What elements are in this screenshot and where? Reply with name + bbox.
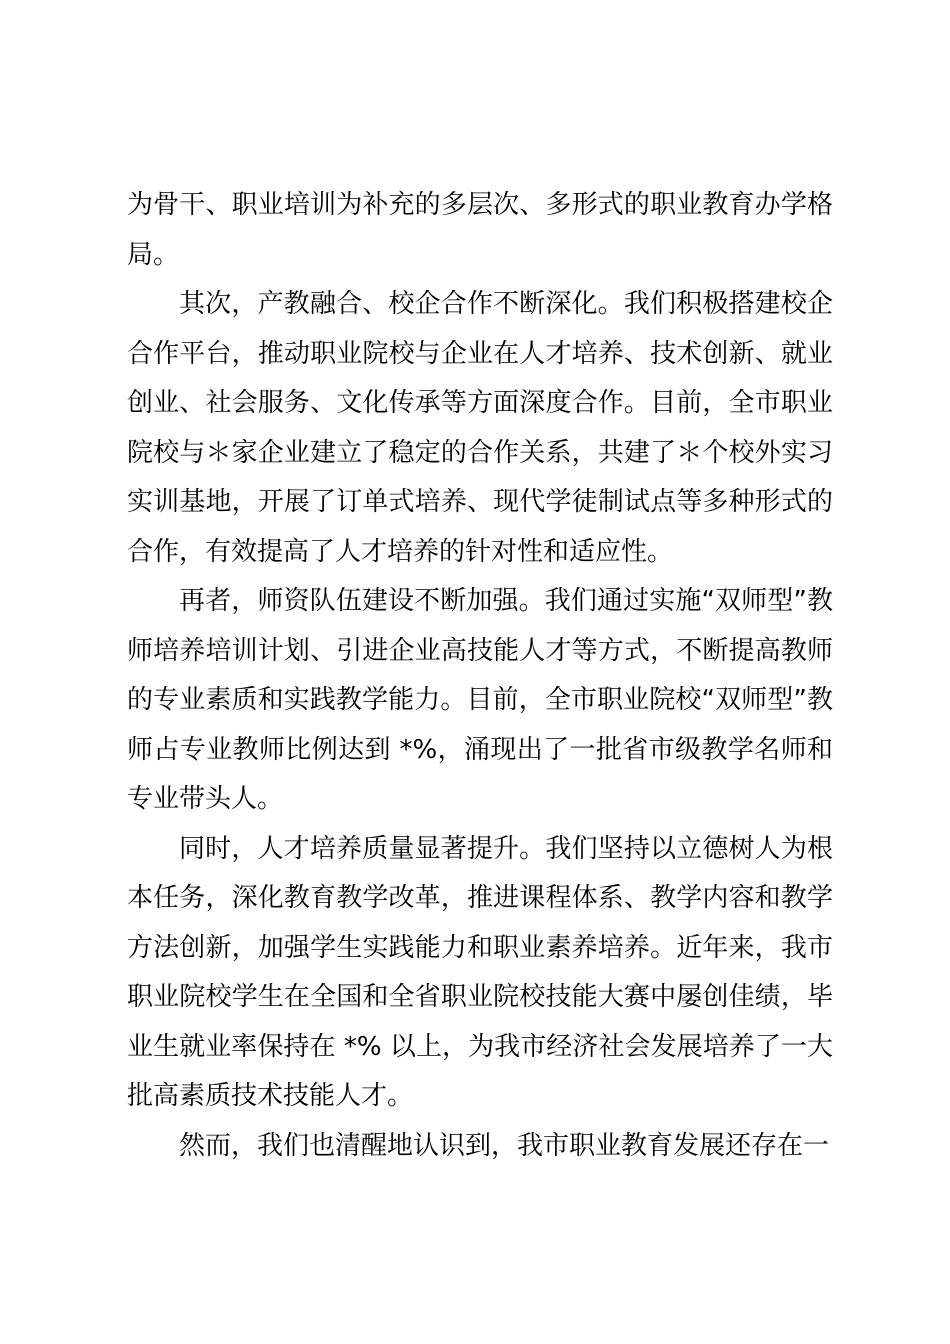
document-body: [127, 181, 833, 1171]
paragraph-talent-quality: 同时，人才培养质量显著提升。我们坚持以立德树人为根本任务，深化教育教学改革，推进课程体系、教学内容和教学方法创新，加强学生实践能力和职业素养培养。近年来，我市职业院校学生在全国和全省职业院校技能大赛中屡创佳绩，毕业生就业率保持在 *% 以上，为我市经济社会发展培养了一大批高素质技术技能人才。: [127, 833, 833, 1111]
paragraph-continuation: 为骨干、职业培训为补充的多层次、多形式的职业教育办学格局。: [127, 190, 833, 270]
paragraph-industry-education: 其次，产教融合、校企合作不断深化。我们积极搭建校企合作平台，推动职业院校与企业在人才培养、技术创新、就业创业、社会服务、文化传承等方面深度合作。目前，全市职业院校与＊家企业建立了稳定的合作关系，共建了＊个校外实习实训基地，开展了订单式培养、现代学徒制试点等多种形式的合作，有效提高了人才培养的针对性和适应性。: [127, 289, 833, 567]
paragraph-challenges: 然而，我们也清醒地认识到，我市职业教育发展还存在一: [179, 1130, 830, 1161]
paragraph-teaching-staff: 再者，师资队伍建设不断加强。我们通过实施“双师型”教师培养培训计划、引进企业高技能人才等方式，不断提高教师的专业素质和实践教学能力。目前，全市职业院校“双师型”教师占专业教师比例达到 *%，涌现出了一批省市级教学名师和专业带头人。: [127, 586, 833, 814]
